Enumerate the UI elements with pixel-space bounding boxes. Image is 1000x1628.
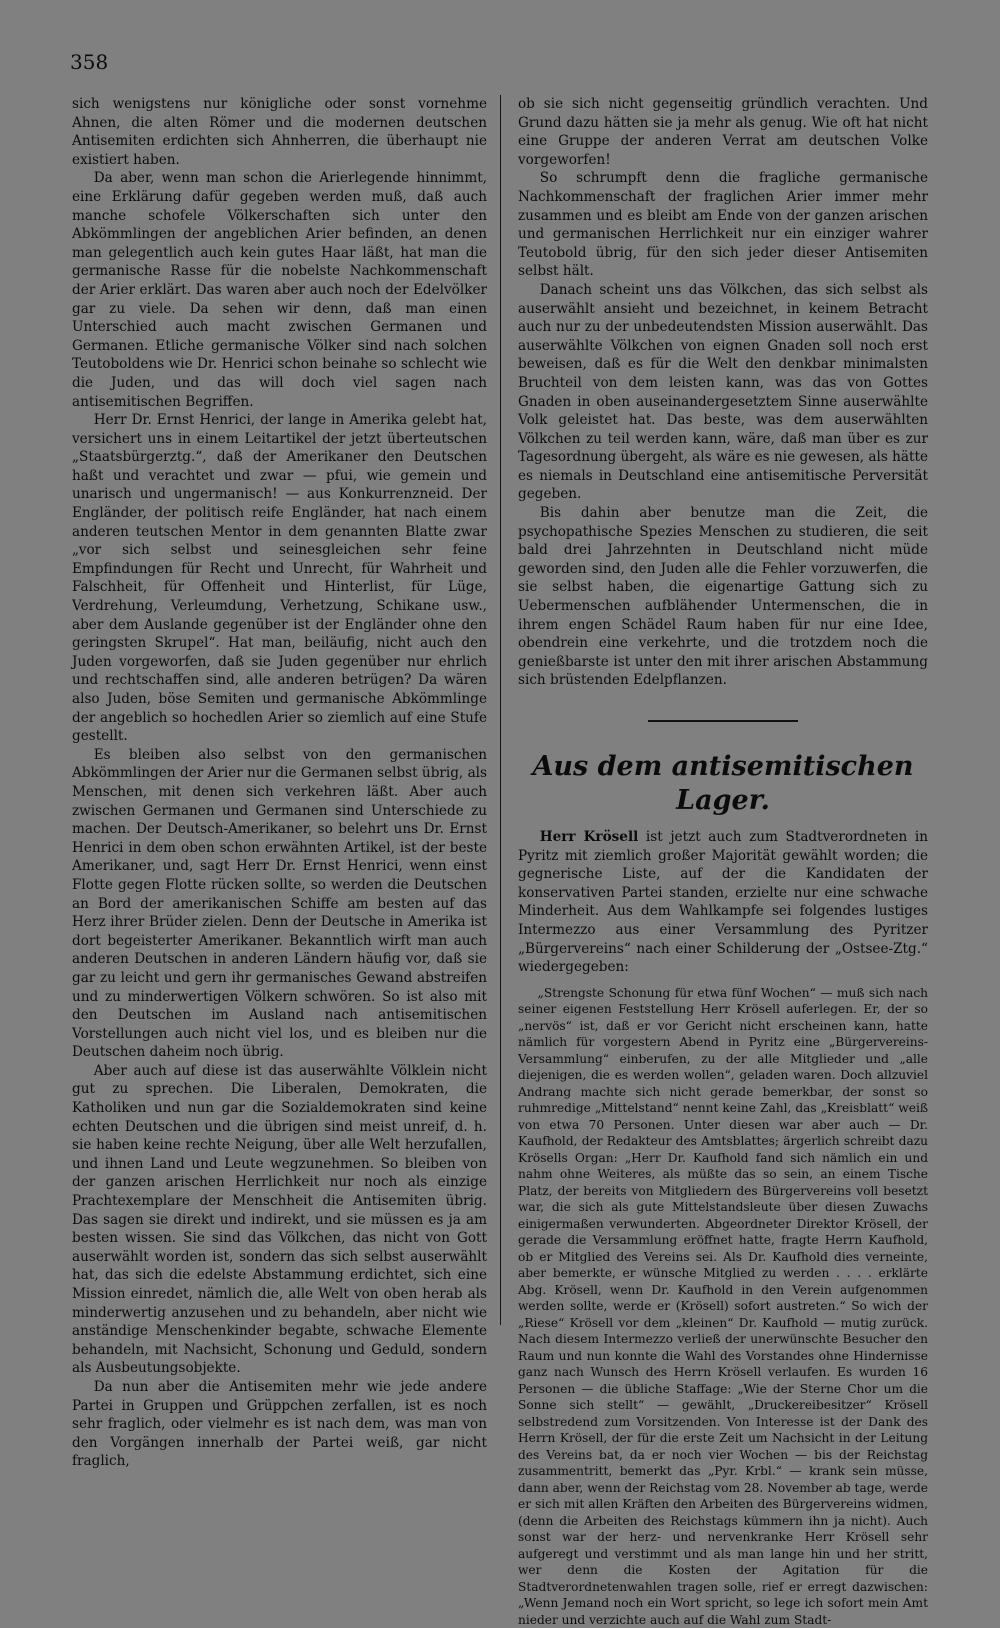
paragraph: Da aber, wenn man schon die Arierlegende hinnimmt, eine Erklärung dafür gegeben werden muß, daß auch manche schofele Völkerschaften sich unter den Abkömmlingen der angeblichen Arier befinden, an denen man gelegentlich auch kein gutes Haar läßt, hat man die germanische Rasse für die nobelste Nachkommenschaft der Arier erklärt. Das waren aber auch noch der Edelvölker gar zu viele. Da sehen wir denn, daß man einen Unterschied auch macht zwischen Germanen und Germanen. Etliche germanische Völker sind nach solchen Teutoboldens wie Dr. Henrici schon beinahe so schlecht wie die Juden, und das will doch viel sagen nach antisemitischen Begriffen.: [72, 170, 487, 410]
paragraph: So schrumpft denn die fragliche germanische Nachkommenschaft der fraglichen Arier immer mehr zusammen und es bleibt am Ende von der ganzen arischen und germanischen Herrlichkeit nur ein einziger wahrer Teutobold übrig, für den sich jeder dieser Antisemiten selbst hält.: [518, 170, 928, 280]
section-intro-paragraph: [518, 828, 928, 977]
paragraph: Da nun aber die Antisemiten mehr wie jede andere Partei in Gruppen und Grüppchen zerfallen, ist es noch sehr fraglich, oder vielmehr es ist nach dem, was man von den Vorgängen innerhalb der Partei weiß, gar nicht fraglich,: [72, 1378, 487, 1470]
section-intro-text: ist jetzt auch zum Stadtverordneten in Pyritz mit ziemlich großer Majorität gewählt worden; die gegnerische Liste, auf der die Kandidaten der konservativen Partei standen, erzielte nur eine schwache Minderheit. Aus dem Wahlkampfe sei folgendes lustiges Intermezzo aus einer Versammlung des Pyritzer „Bürgervereins“ nach einer Schilderung der „Ostsee-Ztg.“ wiedergegeben:: [518, 829, 928, 976]
paragraph: ob sie sich nicht gegenseitig gründlich verachten. Und Grund dazu hätten sie ja mehr als genug. Wie oft hat nicht eine Gruppe der anderen Verrat am deutschen Volke vorgeworfen!: [518, 96, 928, 168]
paragraph: Es bleiben also selbst von den germanischen Abkömmlingen der Arier nur die Germanen selbst übrig, als Menschen, mit denen sich verkehren läßt. Aber auch zwischen Germanen und Germanen sind Unterschiede zu machen. Der Deutsch-Amerikaner, so belehrt uns Dr. Ernst Henrici in dem oben schon erwähnten Artikel, ist der beste Amerikaner, und, sagt Herr Dr. Ernst Henrici, wenn einst Flotte gegen Flotte rücken sollte, so werden die Deutschen an Bord der amerikanischen Schiffe am besten auf das Herz ihrer Brüder zielen. Denn der Deutsche in Amerika ist dort begeisterter Amerikaner. Bekanntlich wirft man auch anderen Deutschen in anderen Ländern häufig vor, daß sie gar zu leicht und gern ihr germanisches Gewand abstreifen und zu minderwertigen Völkern schwören. So ist also mit den Deutschen im Ausland nach antisemitischen Vorstellungen auch nicht viel los, und es bleiben nur die Deutschen daheim noch übrig.: [72, 746, 488, 1061]
left-column: [72, 95, 487, 1471]
paragraph: Bis dahin aber benutze man die Zeit, die psychopathische Spezies Menschen zu studieren, die seit bald drei Jahrzehnten in Deutschland nicht müde geworden sind, den Juden alle die Fehler vorzuwerfen, die sie selbst haben, die eigenartige Gattung sich zu Uebermenschen aufblähender Untermenschen, die in ihrem engen Schädel Raum haben für nur eine Idee, obendrein eine verkehrte, und die trotzdem noch die genießbarste ist unter den mit ihrer arischen Abstammung sich brüstenden Edelpflanzen.: [518, 505, 928, 689]
paragraph: Danach scheint uns das Völkchen, das sich selbst als auserwählt ansieht und bezeichnet, in keinem Betracht auch nur zu der unbedeutendsten Mission auserwählt. Das auserwählte Völkchen von eignen Gnaden soll noch erst beweisen, daß es für die Welt den denkbar minimalsten Bruchteil von dem leisten kann, was das von Gottes Gnaden in oben auseinandergesetztem Sinne auserwählte Volk geleistet hat. Das beste, was dem auserwählten Völkchen zu teil werden kann, wäre, daß man über es zur Tagesordnung übergeht, als wäre es nie gewesen, als hätte es niemals in Deutschland eine antisemitische Perversität gegeben.: [518, 281, 928, 503]
column-divider: [500, 95, 501, 1325]
paragraph: Aber auch auf diese ist das auserwählte Völklein nicht gut zu sprechen. Die Liberalen, Demokraten, die Katholiken und nun gar die Sozialdemokraten sind keine echten Deutschen und die übrigen sind meist unreif, d. h. sie haben keine rechte Neigung, über alle Welt herzufallen, und ihnen Land und Leute wegzunehmen. So bleiben von der ganzen arischen Herrlichkeit nur noch als einzige Prachtexemplare der Menschheit die Antisemiten übrig. Das sagen sie direkt und indirekt, und sie müssen es ja am besten wissen. Sie sind das Völkchen, das nicht von Gott auserwählt worden ist, sondern das sich selbst auserwählt hat, das sich die edelste Abstammung erdichtet, sich eine Mission einredet, nämlich die, alle Welt von oben herab als minderwertig anzusehen und zu behandeln, aber nicht wie anständige Menschenkinder begabte, schwache Elemente behandeln, mit Nachsicht, Schonung und Geduld, sondern als Ausbeutungsobjekte.: [72, 1062, 487, 1377]
section-lead-name: Herr Krösell: [539, 829, 639, 845]
page-number: 358: [70, 50, 109, 74]
paragraph: sich wenigstens nur königliche oder sonst vornehme Ahnen, die alten Römer und die modernen deutschen Antisemiten erdichten sich Ahnherren, die überhaupt nie existiert haben.: [72, 96, 487, 168]
section-heading: Aus dem antisemitischen Lager.: [532, 751, 914, 816]
section-rule: [648, 720, 798, 722]
quoted-report: „Strengste Schonung für etwa fünf Wochen“ — muß sich nach seiner eigenen Feststellung Herr Krösell auferlegen. Er, der so „nervös“ ist, daß er vor Gericht nicht erscheinen kann, hatte nämlich für vorgestern Abend in Pyritz eine „Bürgervereins-Versammlung“ einberufen, zu der alle Mitglieder und „alle diejenigen, die es werden wollen“, geladen waren. Doch allzuviel Andrang machte sich nicht gerade bemerkbar, der sonst so ruhmredige „Mittelstand“ nennt keine Zahl, das „Kreisblatt“ weiß von etwa 70 Personen. Unter diesen war aber auch — Dr. Kaufhold, der Redakteur des Amtsblattes; ärgerlich schreibt dazu Krösells Organ: „Herr Dr. Kaufhold fand sich nämlich ein und nahm ohne Weiteres, als müßte das so sein, an einem Tische Platz, der bereits von Mitgliedern des Bürgervereins voll besetzt war, die sich als gute Mittelstandsleute über diesen Zuwachs einigermaßen verwunderten. Abgeordneter Direktor Krösell, der gerade die Versammlung eröffnet hatte, fragte Herrn Kaufhold, ob er Mitglied des Vereins sei. Als Dr. Kaufhold dies verneinte, aber bemerkte, er wünsche Mitglied zu werden . . . . erklärte Abg. Krösell, wenn Dr. Kaufhold in den Verein aufgenommen werden sollte, werde er (Krösell) sofort austreten.“ So wich der „Riese“ Krösell vor dem „kleinen“ Dr. Kaufhold — mutig zurück. Nach diesem Intermezzo verließ der unerwünschte Besucher den Raum und nun konnte die Wahl des Vorstandes ohne Hindernisse ganz nach Wunsch des Herrn Krösell verlaufen. Es wurden 16 Personen — die übliche Staffage: „Wie der Sterne Chor um die Sonne sich stellt“ — gewählt, „Druckereibesitzer“ Krösell selbstredend zum Vorsitzenden. Von Interesse ist der Dank des Herrn Krösell, der für die erste Zeit um Nachsicht in der Leitung des Vereins bat, da er noch vier Wochen — bis der Reichstag zusammentritt, bemerkt das „Pyr. Krbl.“ — krank sein müsse, dann aber, wenn der Reichstag vom 28. November ab tage, werde er sich mit allen Kräften den Arbeiten des Bürgervereins widmen, (denn die Arbeiten des Reichstags kümmern ihn ja nicht). Auch sonst war der herz- und nervenkranke Herr Krösell sehr aufgeregt und verstimmt und als man lange hin und her stritt, wer denn die Kosten der Agitation für die Stadtverordnetenwahlen tragen solle, rief er erregt dazwischen: „Wenn Jemand noch ein Wort spricht, so lege ich sofort mein Amt nieder und verzichte auch auf die Wahl zum Stadt-: [518, 985, 928, 1627]
right-column: [518, 95, 928, 1628]
paragraph: Herr Dr. Ernst Henrici, der lange in Amerika gelebt hat, versichert uns in einem Leitartikel der jetzt überteutschen „Staatsbürgerztg.“, daß der Amerikaner den Deutschen haßt und verachtet und zwar — pfui, wie gemein und unarisch und ungermanisch! — aus Konkurrenzneid. Der Engländer, der politisch reife Engländer, hat nach einem anderen teutschen Mentor in dem genannten Blatte zwar „vor sich selbst und seinesgleichen sehr feine Empfindungen für Recht und Unrecht, für Wahrheit und Falschheit, für Offenheit und Hinterlist, für Lüge, Verdrehung, Verleumdung, Verhetzung, Schikane usw., aber dem Auslande gegenüber ist der Engländer ohne den geringsten Skrupel“. Hat man, beiläufig, nicht auch den Juden vorgeworfen, daß sie Juden gegenüber nur ehrlich und rechtschaffen sind, alle anderen betrügen? Da wären also Juden, böse Semiten und germanische Abkömmlinge der angeblich so hochedlen Arier so ziemlich auf eine Stufe gestellt.: [72, 412, 487, 745]
